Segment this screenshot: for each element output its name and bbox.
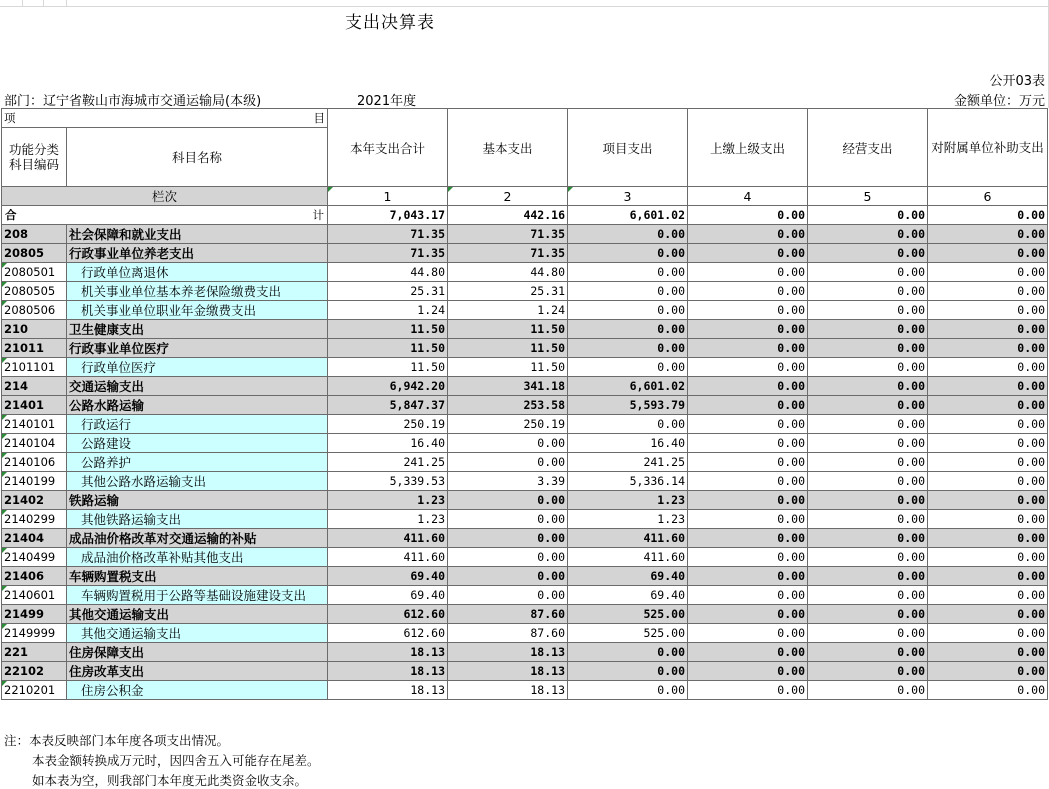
amount-cell: 69.40	[568, 586, 688, 605]
amount-cell: 250.19	[448, 415, 568, 434]
category-row	[2, 662, 1048, 681]
amount-cell: 0.00	[808, 225, 928, 244]
total-value: 0.00	[808, 206, 928, 225]
amount-cell: 241.25	[328, 453, 448, 472]
amount-cell: 69.40	[568, 567, 688, 586]
subject-name: 交通运输支出	[67, 377, 328, 396]
subject-name: 卫生健康支出	[67, 320, 328, 339]
subject-name: 成品油价格改革对交通运输的补贴	[67, 529, 328, 548]
amount-cell: 1.23	[568, 510, 688, 529]
subject-code: 2140101	[2, 415, 67, 434]
item-row	[2, 301, 1048, 320]
subject-name: 社会保障和就业支出	[67, 225, 328, 244]
amount-cell: 0.00	[688, 339, 808, 358]
item-row	[2, 434, 1048, 453]
amount-cell: 0.00	[808, 662, 928, 681]
subject-name: 铁路运输	[67, 491, 328, 510]
amount-cell: 0.00	[808, 491, 928, 510]
amount-cell: 11.50	[328, 339, 448, 358]
amount-cell: 0.00	[448, 434, 568, 453]
item-row	[2, 358, 1048, 377]
subject-name: 住房保障支出	[67, 643, 328, 662]
amount-cell: 0.00	[928, 491, 1048, 510]
amount-cell: 0.00	[928, 662, 1048, 681]
subject-code: 21406	[2, 567, 67, 586]
spreadsheet-gridlines	[0, 0, 1049, 7]
amount-cell: 0.00	[688, 301, 808, 320]
amount-cell: 411.60	[328, 548, 448, 567]
amount-cell: 71.35	[448, 225, 568, 244]
amount-cell: 0.00	[808, 681, 928, 700]
amount-cell: 5,336.14	[568, 472, 688, 491]
subject-code: 214	[2, 377, 67, 396]
subject-code: 2210201	[2, 681, 67, 700]
amount-cell: 18.13	[448, 681, 568, 700]
subject-code: 2140106	[2, 453, 67, 472]
subject-code: 2140199	[2, 472, 67, 491]
amount-cell: 0.00	[688, 320, 808, 339]
item-row	[2, 586, 1048, 605]
subject-code: 20805	[2, 244, 67, 263]
subject-code: 221	[2, 643, 67, 662]
amount-cell: 1.24	[448, 301, 568, 320]
amount-cell: 0.00	[928, 244, 1048, 263]
amount-cell: 0.00	[688, 529, 808, 548]
category-row	[2, 377, 1048, 396]
total-row	[2, 206, 1048, 225]
amount-cell: 0.00	[688, 586, 808, 605]
subject-code: 21402	[2, 491, 67, 510]
year-label: 2021年度	[357, 94, 417, 109]
amount-cell: 0.00	[928, 548, 1048, 567]
item-row	[2, 548, 1048, 567]
item-row	[2, 681, 1048, 700]
col-num: 3	[568, 187, 688, 206]
category-row	[2, 529, 1048, 548]
amount-cell: 0.00	[448, 491, 568, 510]
subject-name: 车辆购置税用于公路等基础设施建设支出	[67, 586, 328, 605]
amount-cell: 0.00	[928, 605, 1048, 624]
amount-cell: 253.58	[448, 396, 568, 415]
subject-name: 机关事业单位职业年金缴费支出	[67, 301, 328, 320]
subject-name: 公路养护	[67, 453, 328, 472]
amount-cell: 5,339.53	[328, 472, 448, 491]
amount-cell: 241.25	[568, 453, 688, 472]
amount-cell: 0.00	[688, 358, 808, 377]
amount-cell: 0.00	[688, 662, 808, 681]
amount-cell: 0.00	[928, 339, 1048, 358]
amount-cell: 250.19	[328, 415, 448, 434]
amount-cell: 0.00	[928, 472, 1048, 491]
subject-name: 公路水路运输	[67, 396, 328, 415]
total-label-he: 合	[5, 208, 17, 222]
amount-cell: 0.00	[928, 377, 1048, 396]
amount-cell: 25.31	[448, 282, 568, 301]
amount-cell: 0.00	[928, 681, 1048, 700]
header-mu: 目	[67, 109, 328, 128]
amount-cell: 71.35	[328, 244, 448, 263]
amount-cell: 0.00	[808, 244, 928, 263]
amount-cell: 0.00	[928, 434, 1048, 453]
subject-name: 住房改革支出	[67, 662, 328, 681]
total-value: 7,043.17	[328, 206, 448, 225]
amount-cell: 87.60	[448, 605, 568, 624]
amount-cell: 0.00	[808, 301, 928, 320]
amount-cell: 0.00	[808, 529, 928, 548]
amount-cell: 3.39	[448, 472, 568, 491]
expenditure-table	[1, 108, 1048, 700]
amount-cell: 0.00	[688, 643, 808, 662]
amount-cell: 11.50	[448, 339, 568, 358]
total-value: 6,601.02	[568, 206, 688, 225]
amount-cell: 1.23	[568, 491, 688, 510]
lanci-label: 栏次	[2, 187, 328, 206]
col-header-1: 本年支出合计	[328, 109, 448, 187]
col-num: 4	[688, 187, 808, 206]
subject-code: 21499	[2, 605, 67, 624]
amount-cell: 69.40	[328, 567, 448, 586]
amount-cell: 525.00	[568, 605, 688, 624]
amount-cell: 0.00	[688, 415, 808, 434]
header-name-col: 科目名称	[67, 128, 328, 187]
col-num: 1	[328, 187, 448, 206]
col-num: 5	[808, 187, 928, 206]
subject-name: 住房公积金	[67, 681, 328, 700]
amount-cell: 341.18	[448, 377, 568, 396]
amount-cell: 18.13	[448, 643, 568, 662]
subject-name: 其他公路水路运输支出	[67, 472, 328, 491]
amount-cell: 0.00	[688, 567, 808, 586]
col-header-2: 基本支出	[448, 109, 568, 187]
amount-cell: 0.00	[928, 453, 1048, 472]
subject-code: 2140299	[2, 510, 67, 529]
subject-code: 2080505	[2, 282, 67, 301]
amount-cell: 0.00	[688, 282, 808, 301]
amount-cell: 0.00	[928, 529, 1048, 548]
amount-cell: 0.00	[568, 643, 688, 662]
category-row	[2, 605, 1048, 624]
col-header-4: 上缴上级支出	[688, 109, 808, 187]
amount-cell: 0.00	[808, 358, 928, 377]
amount-cell: 69.40	[328, 586, 448, 605]
total-value: 442.16	[448, 206, 568, 225]
category-row	[2, 320, 1048, 339]
category-row	[2, 225, 1048, 244]
amount-cell: 44.80	[448, 263, 568, 282]
amount-cell: 411.60	[568, 548, 688, 567]
amount-cell: 0.00	[568, 358, 688, 377]
department-label: 部门：辽宁省鞍山市海城市交通运输局(本级)	[4, 94, 262, 109]
amount-cell: 0.00	[688, 491, 808, 510]
amount-cell: 11.50	[328, 358, 448, 377]
amount-cell: 525.00	[568, 624, 688, 643]
subject-code: 208	[2, 225, 67, 244]
item-row	[2, 263, 1048, 282]
subject-code: 2140104	[2, 434, 67, 453]
amount-cell: 18.13	[328, 643, 448, 662]
amount-cell: 87.60	[448, 624, 568, 643]
subject-code: 2140499	[2, 548, 67, 567]
amount-cell: 0.00	[928, 358, 1048, 377]
page-title: 支出决算表	[345, 13, 435, 33]
col-header-3: 项目支出	[568, 109, 688, 187]
col-header-6: 对附属单位补助支出	[928, 109, 1048, 187]
amount-cell: 0.00	[808, 396, 928, 415]
col-num: 2	[448, 187, 568, 206]
amount-cell: 18.13	[328, 662, 448, 681]
amount-cell: 0.00	[928, 263, 1048, 282]
subject-code: 21011	[2, 339, 67, 358]
amount-cell: 0.00	[568, 225, 688, 244]
note-3: 如本表为空，则我部门本年度无此类资金收支余。	[32, 773, 308, 788]
amount-cell: 0.00	[928, 225, 1048, 244]
amount-cell: 0.00	[688, 453, 808, 472]
amount-cell: 0.00	[688, 263, 808, 282]
amount-cell: 0.00	[928, 396, 1048, 415]
amount-cell: 18.13	[448, 662, 568, 681]
subject-name: 其他交通运输支出	[67, 605, 328, 624]
amount-cell: 0.00	[808, 548, 928, 567]
amount-cell: 16.40	[568, 434, 688, 453]
item-row	[2, 624, 1048, 643]
item-row	[2, 510, 1048, 529]
header-code-col: 功能分类科目编码	[2, 128, 67, 187]
amount-cell: 0.00	[568, 244, 688, 263]
amount-cell: 0.00	[808, 472, 928, 491]
subject-name: 行政运行	[67, 415, 328, 434]
amount-cell: 0.00	[808, 605, 928, 624]
unit-label: 金额单位：万元	[953, 94, 1045, 109]
amount-cell: 0.00	[808, 263, 928, 282]
subject-code: 2101101	[2, 358, 67, 377]
amount-cell: 0.00	[808, 415, 928, 434]
amount-cell: 0.00	[928, 643, 1048, 662]
amount-cell: 0.00	[688, 624, 808, 643]
amount-cell: 0.00	[928, 624, 1048, 643]
amount-cell: 16.40	[328, 434, 448, 453]
subject-name: 公路建设	[67, 434, 328, 453]
amount-cell: 0.00	[448, 510, 568, 529]
subject-code: 2149999	[2, 624, 67, 643]
amount-cell: 0.00	[688, 605, 808, 624]
subject-name: 机关事业单位基本养老保险缴费支出	[67, 282, 328, 301]
amount-cell: 0.00	[808, 510, 928, 529]
note-2: 本表金额转换成万元时，因四舍五入可能存在尾差。	[32, 753, 320, 768]
amount-cell: 5,593.79	[568, 396, 688, 415]
category-row	[2, 567, 1048, 586]
amount-cell: 612.60	[328, 605, 448, 624]
amount-cell: 25.31	[328, 282, 448, 301]
header-xiang: 项	[2, 109, 67, 128]
amount-cell: 0.00	[928, 567, 1048, 586]
amount-cell: 0.00	[688, 434, 808, 453]
amount-cell: 0.00	[568, 415, 688, 434]
amount-cell: 18.13	[328, 681, 448, 700]
amount-cell: 71.35	[328, 225, 448, 244]
category-row	[2, 396, 1048, 415]
amount-cell: 0.00	[928, 282, 1048, 301]
item-row	[2, 282, 1048, 301]
total-value: 0.00	[688, 206, 808, 225]
amount-cell: 0.00	[928, 320, 1048, 339]
amount-cell: 0.00	[808, 624, 928, 643]
subject-code: 2080501	[2, 263, 67, 282]
amount-cell: 0.00	[808, 453, 928, 472]
amount-cell: 0.00	[928, 301, 1048, 320]
subject-code: 22102	[2, 662, 67, 681]
amount-cell: 6,601.02	[568, 377, 688, 396]
subject-name: 行政单位医疗	[67, 358, 328, 377]
subject-code: 21404	[2, 529, 67, 548]
amount-cell: 0.00	[568, 320, 688, 339]
subject-name: 行政单位离退休	[67, 263, 328, 282]
subject-code: 210	[2, 320, 67, 339]
amount-cell: 0.00	[928, 415, 1048, 434]
amount-cell: 0.00	[448, 586, 568, 605]
amount-cell: 0.00	[448, 548, 568, 567]
amount-cell: 0.00	[928, 586, 1048, 605]
subject-name: 成品油价格改革补贴其他支出	[67, 548, 328, 567]
col-num: 6	[928, 187, 1048, 206]
amount-cell: 1.23	[328, 491, 448, 510]
total-value: 0.00	[928, 206, 1048, 225]
subject-name: 行政事业单位医疗	[67, 339, 328, 358]
amount-cell: 0.00	[688, 681, 808, 700]
amount-cell: 0.00	[808, 567, 928, 586]
col-header-5: 经营支出	[808, 109, 928, 187]
subject-name: 其他铁路运输支出	[67, 510, 328, 529]
amount-cell: 0.00	[568, 339, 688, 358]
item-row	[2, 472, 1048, 491]
amount-cell: 0.00	[688, 472, 808, 491]
total-label	[2, 206, 328, 225]
amount-cell: 0.00	[688, 244, 808, 263]
amount-cell: 0.00	[808, 586, 928, 605]
amount-cell: 0.00	[448, 567, 568, 586]
amount-cell: 0.00	[568, 301, 688, 320]
subject-name: 行政事业单位养老支出	[67, 244, 328, 263]
amount-cell: 0.00	[808, 434, 928, 453]
amount-cell: 0.00	[688, 548, 808, 567]
amount-cell: 0.00	[808, 339, 928, 358]
amount-cell: 5,847.37	[328, 396, 448, 415]
amount-cell: 11.50	[328, 320, 448, 339]
amount-cell: 0.00	[808, 320, 928, 339]
amount-cell: 0.00	[448, 453, 568, 472]
category-row	[2, 643, 1048, 662]
subject-code: 2140601	[2, 586, 67, 605]
amount-cell: 0.00	[808, 377, 928, 396]
amount-cell: 0.00	[928, 510, 1048, 529]
amount-cell: 0.00	[688, 225, 808, 244]
amount-cell: 0.00	[688, 396, 808, 415]
amount-cell: 0.00	[688, 510, 808, 529]
subject-code: 2080506	[2, 301, 67, 320]
amount-cell: 0.00	[568, 662, 688, 681]
subject-name: 其他交通运输支出	[67, 624, 328, 643]
total-label-ji: 计	[312, 208, 324, 222]
amount-cell: 71.35	[448, 244, 568, 263]
amount-cell: 0.00	[568, 681, 688, 700]
item-row	[2, 415, 1048, 434]
amount-cell: 44.80	[328, 263, 448, 282]
category-row	[2, 339, 1048, 358]
table-code: 公开03表	[989, 74, 1045, 89]
note-1: 注：本表反映部门本年度各项支出情况。	[4, 733, 230, 748]
subject-name: 车辆购置税支出	[67, 567, 328, 586]
amount-cell: 11.50	[448, 358, 568, 377]
amount-cell: 612.60	[328, 624, 448, 643]
category-row	[2, 491, 1048, 510]
amount-cell: 11.50	[448, 320, 568, 339]
amount-cell: 0.00	[688, 377, 808, 396]
amount-cell: 0.00	[808, 643, 928, 662]
amount-cell: 411.60	[328, 529, 448, 548]
amount-cell: 0.00	[448, 529, 568, 548]
amount-cell: 411.60	[568, 529, 688, 548]
amount-cell: 0.00	[808, 282, 928, 301]
item-row	[2, 453, 1048, 472]
amount-cell: 1.23	[328, 510, 448, 529]
amount-cell: 0.00	[568, 263, 688, 282]
amount-cell: 0.00	[568, 282, 688, 301]
category-row	[2, 244, 1048, 263]
subject-code: 21401	[2, 396, 67, 415]
amount-cell: 1.24	[328, 301, 448, 320]
amount-cell: 6,942.20	[328, 377, 448, 396]
